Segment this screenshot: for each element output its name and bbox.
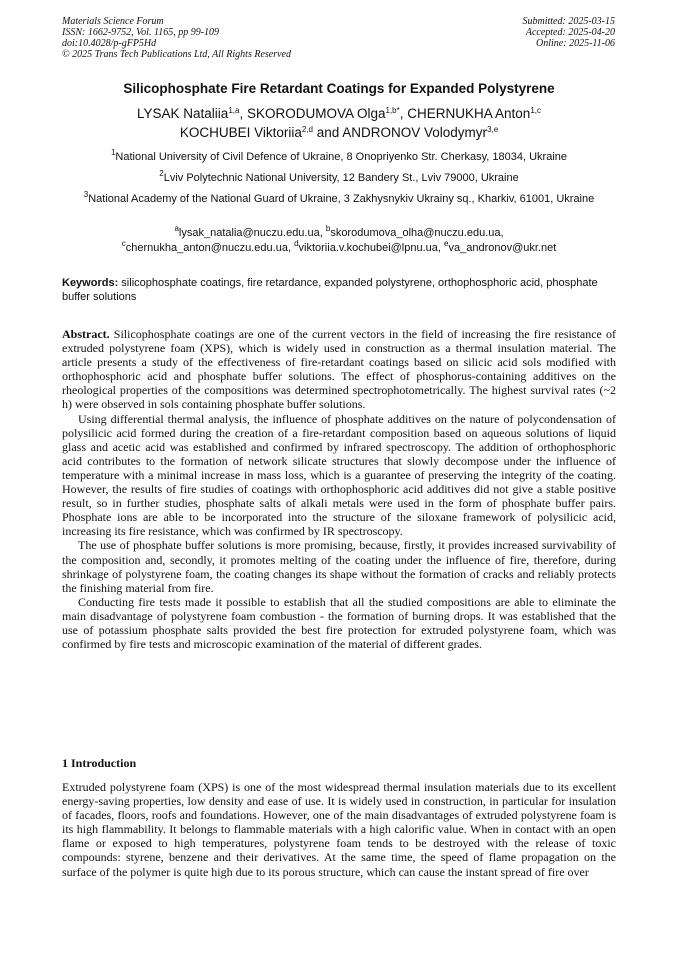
affiliation-text: National Academy of the National Guard of Ukraine, 3 Zakhysnykiv Ukrainy sq., Kharkiv, 61001, Ukraine [88, 193, 595, 205]
email-separator: , [319, 227, 326, 239]
author-name: LYSAK Nataliia [137, 106, 229, 121]
doi-line[interactable]: doi:10.4028/p-gFP5Hd [62, 38, 157, 49]
email-separator: , [437, 242, 445, 254]
email-sup: c [121, 239, 126, 248]
email-link[interactable]: viktoriia.v.kochubei@lpnu.ua [298, 242, 438, 254]
author-separator: , [239, 106, 247, 121]
author-name: ANDRONOV Volodymyr [342, 125, 488, 140]
author-affil-sup: 1,a [228, 106, 240, 115]
section-heading-introduction: 1 Introduction [62, 756, 137, 770]
abstract-paragraph-text: Silicophosphate coatings are one of the current vectors in the field of increasing the fire resistance of extruded polystyrene foam (XPS), which is widely used in construction as a thermal insulation material. The article presents a study of the effectiveness of fire-retardant coatings based on silicic acid sols modified with orthophosphoric acid and phosphate buffer solutions. The effect of phosphorus-containing additives on the rheological properties of the compositions was determined spectrophotometrically. The highest survival rates (~2 h) were observed in sols containing phosphate buffer solutions. [62, 327, 616, 412]
introduction-block [62, 780, 616, 879]
author-separator: , [399, 106, 408, 121]
affiliation-sup: 3 [83, 190, 89, 199]
abstract-paragraph: Using differential thermal analysis, the influence of phosphate additives on the nature of polycondensation of polysilicic acid formed during the creation of a fire-retardant composition based on aqueous solutions of liquid glass and acetic acid was established and confirmed by infrared spectroscopy. The addition of orthophosphoric acid contributes to the formation of network silicate structures that slowly decompose under the influence of temperature with a minimal increase in mass loss, which is a guarantee of preserving the integrity of the coating. However, the results of fire studies of coatings with orthophosphoric acid additives did not give a stable positive result, so in further studies, phosphate salts of alkali metals were used in the form of phosphate buffer pairs. Phosphate ions are able to be incorporated into the structure of the siloxane framework of polysilicic acid, increasing its fire resistance, which was confirmed by IR spectroscopy. [62, 411, 616, 539]
paper-title: Silicophosphate Fire Retardant Coatings for Expanded Polystyrene [123, 81, 555, 96]
affiliation-sup: 1 [110, 148, 116, 157]
author-affil-sup: 3,e [487, 125, 499, 134]
abstract-paragraph: The use of phosphate buffer solutions is more promising, because, firstly, it provides increased survivability of the composition and, secondly, it promotes melting of the coating under the influence of fire, therefore, during shrinkage of polystyrene foam, the coating changes its shape without the formation of cracks and reliably protects the finishing material from fire. [62, 538, 616, 595]
journal-info [62, 16, 291, 60]
author-list [40, 104, 638, 142]
email-sup: b [325, 224, 331, 233]
email-link[interactable]: skorodumova_olha@nuczu.edu.ua [330, 227, 501, 239]
online-date: Online: 2025-11-06 [536, 38, 615, 49]
keywords-block [62, 276, 616, 304]
email-sup: a [174, 224, 179, 233]
author-name: SKORODUMOVA Olga [246, 106, 386, 121]
keywords-text: silicophosphate coatings, fire retardance, expanded polystyrene, orthophosphoric acid, phosphate buffer solutions [62, 277, 598, 303]
copyright-line: © 2025 Trans Tech Publications Ltd, All Rights Reserved [62, 49, 291, 60]
keywords-label: Keywords: [62, 277, 119, 289]
email-list [62, 226, 616, 256]
author-name: KOCHUBEI Viktoriia [179, 125, 302, 140]
author-affil-sup: 2,d [301, 125, 313, 134]
author-name: CHERNUKHA Anton [407, 106, 531, 121]
email-separator: , [500, 227, 504, 239]
abstract-paragraph [62, 327, 616, 412]
affiliation-sup: 2 [159, 169, 164, 178]
email-link[interactable]: chernukha_anton@nuczu.edu.ua [125, 242, 288, 254]
affiliation-text: Lviv Polytechnic National University, 12 Bandery St., Lviv 79000, Ukraine [163, 172, 519, 184]
email-link[interactable]: lysak_natalia@nuczu.edu.ua [178, 227, 320, 239]
affiliation-3 [62, 192, 616, 207]
dates-info [523, 16, 616, 49]
abstract-paragraph: Conducting fire tests made it possible to establish that all the studied compositions are able to eliminate the main disadvantage of polystyrene foam combustion - the formation of burning drops. It was established that the use of potassium phosphate salts provided the best fire protection for extruded polystyrene foam, which was confirmed by fire tests and microscopic examination of the material of different grades. [62, 594, 616, 652]
author-separator: and [312, 125, 343, 140]
affiliation-text: National University of Civil Defence of Ukraine, 8 Onopriyenko Str. Cherkasy, 18034, Ukraine [115, 151, 568, 163]
abstract-label: Abstract. [62, 327, 110, 341]
introduction-paragraph: Extruded polystyrene foam (XPS) is one of the most widespread thermal insulation materials due to its excellent energy-saving properties, low density and ease of use. It is widely used in construction, in particular for insulation of facades, floors, roofs and foundations. However, one of the main disadvantages of extruded polystyrene foam is its high flammability. It belongs to flammable materials with a high calorific value. When in contact with an open flame or exposed to high temperatures, polystyrene foam tends to be destroyed with the release of toxic compounds: styrene, benzene and their derivatives. At the same time, the speed of flame propagation on the surface of the polymer is quite high due to its porous structure, which can cause the instant spread of fire over [62, 780, 616, 879]
abstract-block [62, 327, 616, 651]
submitted-date: Submitted: 2025-03-15 [522, 16, 615, 27]
author-affil-sup: 1,b* [385, 106, 400, 115]
email-link[interactable]: va_andronov@ukr.net [448, 242, 557, 254]
journal-name: Materials Science Forum [62, 16, 164, 27]
issn-line: ISSN: 1662-9752, Vol. 1165, pp 99-109 [62, 27, 220, 38]
affiliation-1 [62, 150, 616, 165]
author-affil-sup: 1,c [530, 106, 541, 115]
email-separator: , [287, 242, 295, 254]
accepted-date: Accepted: 2025-04-20 [525, 27, 615, 38]
email-sup: d [294, 239, 299, 248]
affiliation-2 [62, 171, 616, 186]
email-sup: e [444, 239, 449, 248]
